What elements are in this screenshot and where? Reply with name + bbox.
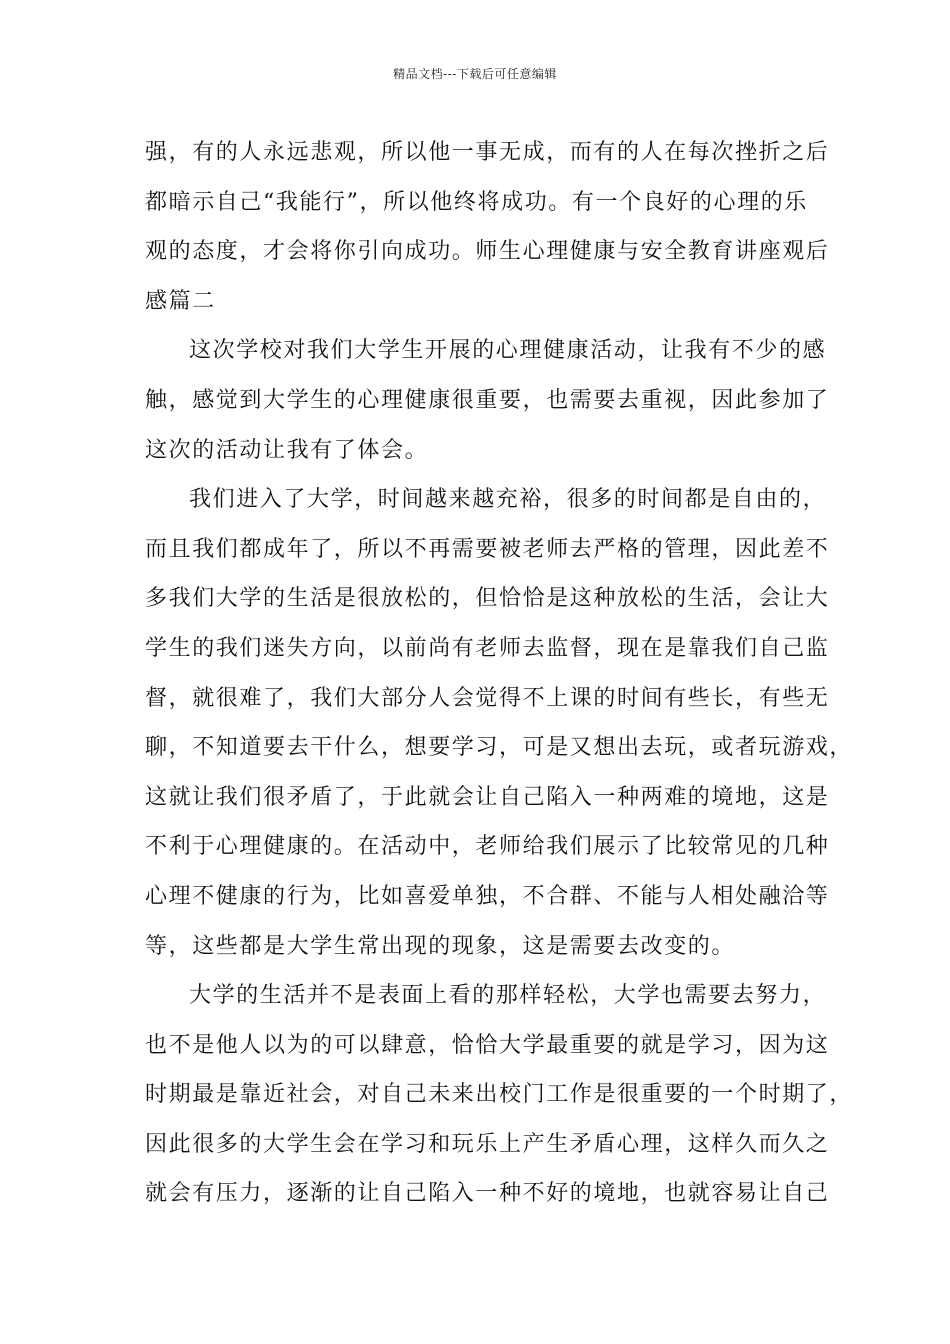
text-line: 等，这些都是大学生常出现的现象，这是需要去改变的。 — [145, 933, 736, 959]
text-line: 因此很多的大学生会在学习和玩乐上产生矛盾心理，这样久而久之 — [145, 1131, 830, 1157]
text-line: 多我们大学的生活是很放松的，但恰恰是这种放松的生活，会让大 — [145, 586, 830, 612]
text-line: 触，感觉到大学生的心理健康很重要，也需要去重视，因此参加了 — [145, 387, 830, 413]
text-line: 感篇二 — [145, 288, 216, 314]
text-line: 强，有的人永远悲观，所以他一事无成，而有的人在每次挫折之后 — [145, 140, 830, 165]
text-line: 而且我们都成年了，所以不再需要被老师去严格的管理，因此差不 — [145, 536, 830, 562]
text-line: 时期最是靠近社会，对自己未来出校门工作是很重要的一个时期了， — [145, 1082, 854, 1108]
text-line: 观的态度，才会将你引向成功。师生心理健康与安全教育讲座观后 — [145, 239, 830, 265]
paragraph — [145, 128, 830, 326]
text-line: 我们进入了大学，时间越来越充裕，很多的时间都是自由的， — [189, 487, 827, 513]
text-line: 聊，不知道要去干什么，想要学习，可是又想出去玩，或者玩游戏， — [145, 735, 854, 761]
text-line: 不利于心理健康的。在活动中，老师给我们展示了比较常见的几种 — [145, 834, 830, 860]
paragraph — [145, 971, 854, 1219]
text-line: 这次学校对我们大学生开展的心理健康活动，让我有不少的感 — [189, 338, 827, 364]
page-header: 精品文档---下载后可任意编辑 — [393, 67, 557, 81]
text-line: 都暗示自己“我能行”，所以他终将成功。有一个良好的心理的乐 — [145, 189, 808, 215]
paragraph — [145, 326, 830, 475]
text-line: 心理不健康的行为，比如喜爱单独，不合群、不能与人相处融洽等 — [145, 883, 830, 909]
text-line: 大学的生活并不是表面上看的那样轻松，大学也需要去努力， — [189, 983, 827, 1009]
document-body — [145, 128, 854, 1219]
paragraph — [145, 475, 854, 971]
text-line: 这就让我们很矛盾了，于此就会让自己陷入一种两难的境地，这是 — [145, 784, 830, 810]
text-line: 督，就很难了，我们大部分人会觉得不上课的时间有些长，有些无 — [145, 685, 830, 711]
text-line: 就会有压力，逐渐的让自己陷入一种不好的境地，也就容易让自己 — [145, 1181, 830, 1207]
text-line: 学生的我们迷失方向，以前尚有老师去监督，现在是靠我们自己监 — [145, 635, 830, 661]
text-line: 也不是他人以为的可以肆意，恰恰大学最重要的就是学习，因为这 — [145, 1032, 830, 1058]
text-line: 这次的活动让我有了体会。 — [145, 437, 429, 463]
